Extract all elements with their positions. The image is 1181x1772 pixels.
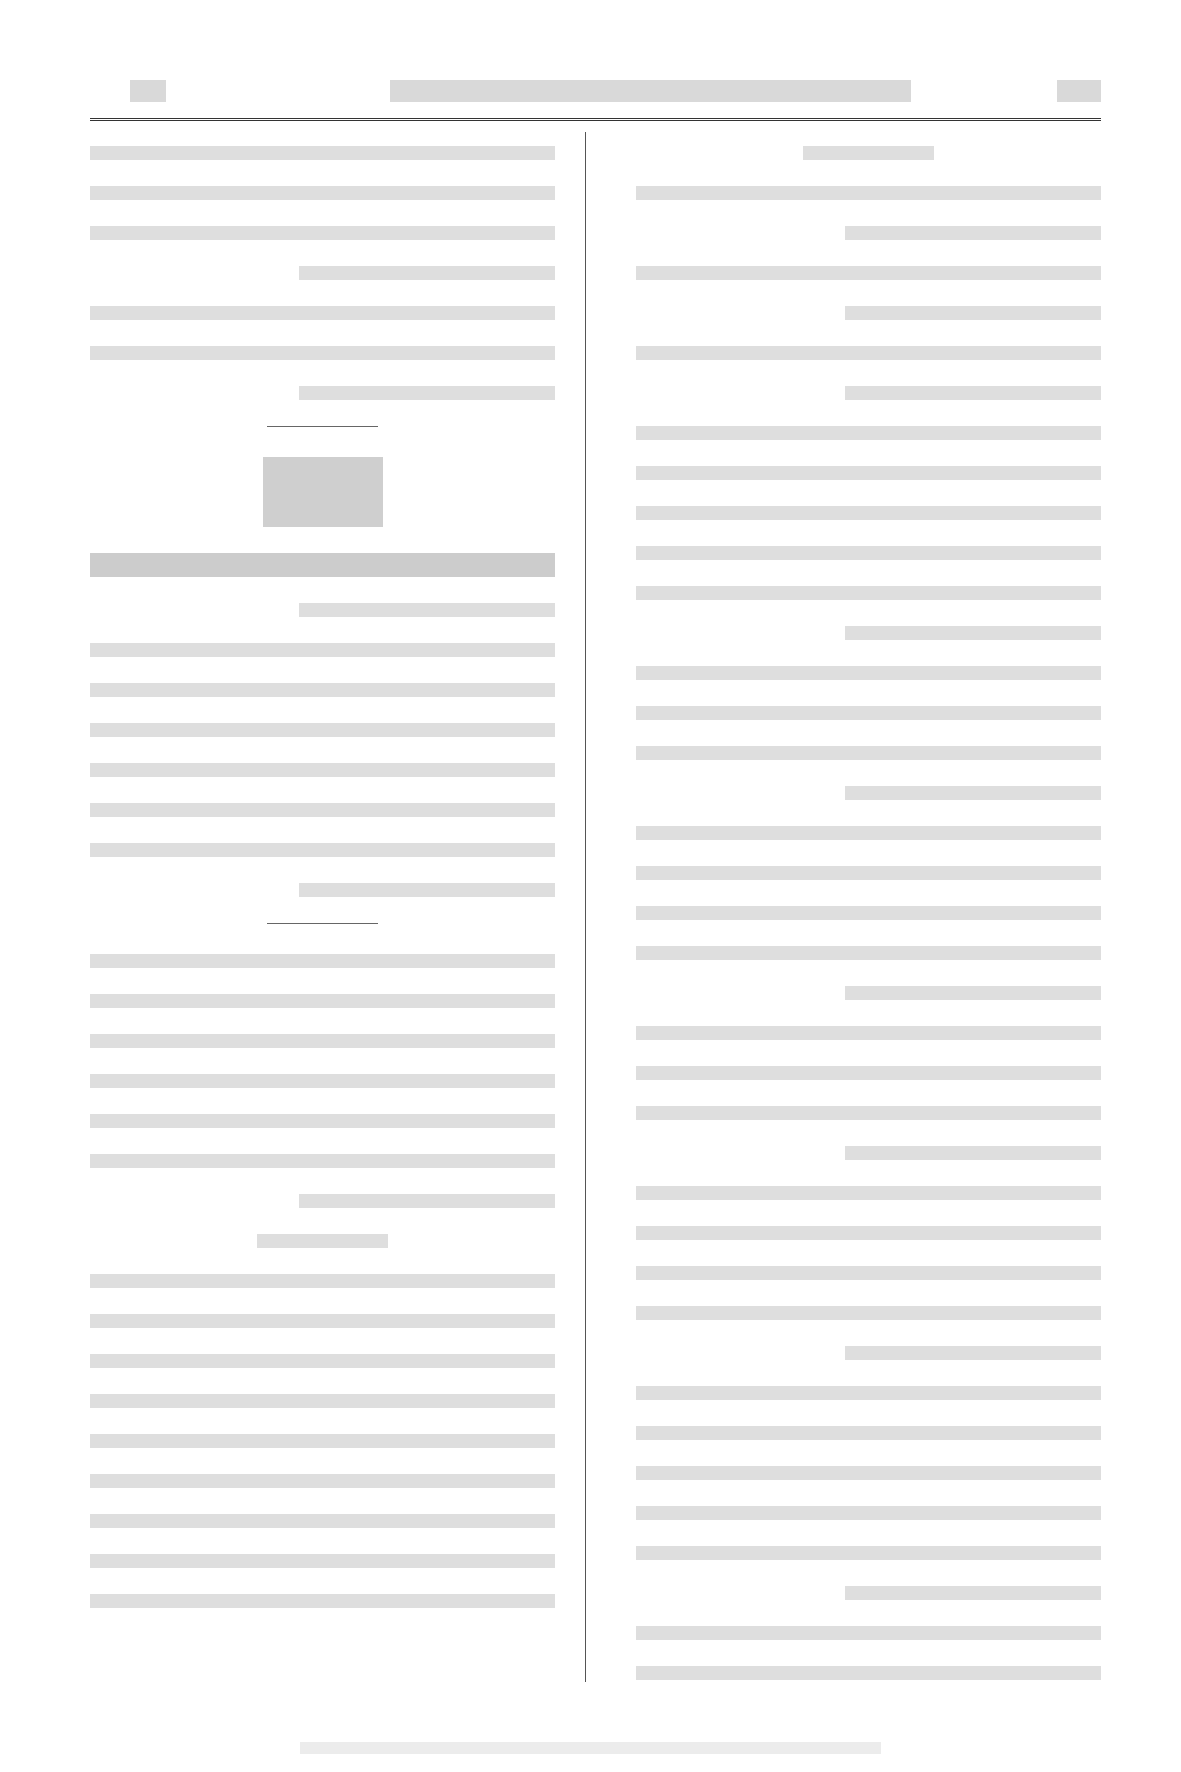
text-line: [90, 803, 555, 817]
text-line: [90, 306, 555, 320]
text-line: [845, 626, 1101, 640]
text-line: [636, 346, 1101, 360]
text-line: [257, 1234, 387, 1248]
text-line: [845, 226, 1101, 240]
text-line: [636, 1386, 1101, 1400]
column-divider: [585, 132, 586, 1682]
text-line: [90, 186, 555, 200]
text-line: [845, 306, 1101, 320]
text-line: [636, 1666, 1101, 1680]
text-line: [90, 954, 555, 968]
text-line: [636, 586, 1101, 600]
text-line: [636, 746, 1101, 760]
text-columns: [90, 132, 1101, 1682]
text-line: [90, 1274, 555, 1288]
text-line: [803, 146, 933, 160]
text-line: [636, 1466, 1101, 1480]
text-line: [845, 1146, 1101, 1160]
section-rule: [267, 923, 379, 924]
page-header: [90, 70, 1101, 121]
text-line: [636, 1306, 1101, 1320]
text-line: [636, 506, 1101, 520]
page-number-right: [1057, 80, 1101, 102]
text-line: [90, 226, 555, 240]
text-line: [90, 346, 555, 360]
text-line: [90, 723, 555, 737]
text-line: [636, 906, 1101, 920]
text-line: [299, 266, 555, 280]
text-line: [90, 994, 555, 1008]
case-heading: [90, 553, 555, 577]
text-line: [636, 946, 1101, 960]
text-line: [90, 843, 555, 857]
text-line: [636, 1106, 1101, 1120]
text-line: [636, 1546, 1101, 1560]
section-rule: [267, 426, 379, 427]
text-line: [90, 1354, 555, 1368]
text-line: [90, 1154, 555, 1168]
text-line: [299, 1194, 555, 1208]
text-line: [636, 1186, 1101, 1200]
page-number-left: [130, 80, 166, 102]
left-column: [90, 146, 555, 1682]
text-line: [299, 883, 555, 897]
text-line: [636, 1626, 1101, 1640]
text-line: [299, 603, 555, 617]
text-line: [90, 1394, 555, 1408]
text-line: [845, 1586, 1101, 1600]
text-line: [90, 146, 555, 160]
text-line: [90, 1554, 555, 1568]
text-line: [636, 1066, 1101, 1080]
running-title: [390, 80, 911, 102]
footer-watermark: [300, 1742, 881, 1754]
text-line: [636, 1226, 1101, 1240]
text-line: [636, 1426, 1101, 1440]
text-line: [90, 643, 555, 657]
text-line: [636, 466, 1101, 480]
text-line: [636, 186, 1101, 200]
text-line: [636, 426, 1101, 440]
text-line: [90, 1034, 555, 1048]
text-line: [90, 1594, 555, 1608]
text-line: [90, 683, 555, 697]
text-line: [845, 786, 1101, 800]
text-line: [90, 1074, 555, 1088]
text-line: [845, 1346, 1101, 1360]
text-line: [636, 266, 1101, 280]
text-line: [90, 1474, 555, 1488]
text-line: [636, 866, 1101, 880]
case-number: [263, 457, 383, 527]
text-line: [845, 386, 1101, 400]
text-line: [90, 763, 555, 777]
text-line: [636, 1506, 1101, 1520]
text-line: [845, 986, 1101, 1000]
text-line: [636, 826, 1101, 840]
text-line: [636, 666, 1101, 680]
text-line: [299, 386, 555, 400]
text-line: [90, 1114, 555, 1128]
text-line: [90, 1514, 555, 1528]
text-line: [90, 1434, 555, 1448]
text-line: [90, 1314, 555, 1328]
text-line: [636, 546, 1101, 560]
text-line: [636, 1266, 1101, 1280]
right-column: [636, 146, 1101, 1682]
text-line: [636, 706, 1101, 720]
text-line: [636, 1026, 1101, 1040]
